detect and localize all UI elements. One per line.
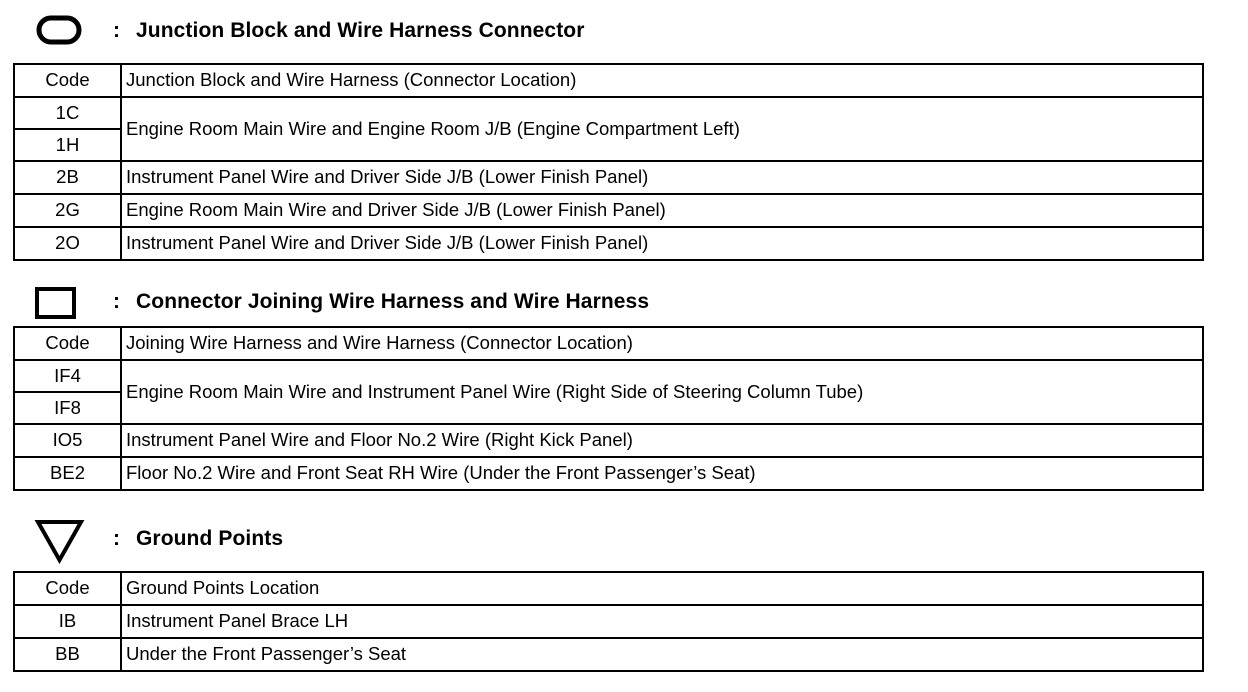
row-desc: Engine Room Main Wire and Instrument Panel Wire (Right Side of Steering Column Tube) (121, 360, 1203, 424)
row-desc: Instrument Panel Wire and Driver Side J/B (Lower Finish Panel) (121, 161, 1203, 194)
section-title: Junction Block and Wire Harness Connector (136, 19, 585, 42)
header-desc: Ground Points Location (121, 572, 1203, 605)
table-row (14, 161, 1203, 194)
section-heading-junction-block (0, 10, 1000, 50)
header-code: Code (14, 327, 121, 360)
section-title: Connector Joining Wire Harness and Wire Harness (136, 290, 650, 313)
table-row (14, 457, 1203, 490)
ground-points-table (13, 571, 1204, 672)
connector-joining-symbol-icon (33, 285, 79, 321)
row-code: 1C (14, 97, 121, 129)
table-row (14, 605, 1203, 638)
section-title: Ground Points (136, 527, 284, 550)
junction-block-table (13, 63, 1204, 261)
table-header-row (14, 327, 1203, 360)
table-row (14, 424, 1203, 457)
header-code: Code (14, 64, 121, 97)
header-code: Code (14, 572, 121, 605)
section-heading-ground-points (0, 518, 1000, 558)
table-row (14, 360, 1203, 392)
connector-joining-table (13, 326, 1204, 491)
row-code: IO5 (14, 424, 121, 457)
header-desc: Junction Block and Wire Harness (Connector Location) (121, 64, 1203, 97)
row-desc: Instrument Panel Wire and Floor No.2 Wire (Right Kick Panel) (121, 424, 1203, 457)
table-row (14, 194, 1203, 227)
header-desc: Joining Wire Harness and Wire Harness (Connector Location) (121, 327, 1203, 360)
section-heading-connector-joining (0, 281, 1000, 321)
junction-block-symbol-icon (36, 13, 84, 47)
section-colon: : (113, 527, 120, 550)
row-code: IF8 (14, 392, 121, 424)
table-row (14, 97, 1203, 129)
row-code: IF4 (14, 360, 121, 392)
row-code: 2O (14, 227, 121, 260)
row-code: 2G (14, 194, 121, 227)
ground-point-triangle-icon (34, 518, 86, 564)
row-code: 1H (14, 129, 121, 161)
row-desc: Engine Room Main Wire and Engine Room J/B (Engine Compartment Left) (121, 97, 1203, 161)
row-desc: Engine Room Main Wire and Driver Side J/B (Lower Finish Panel) (121, 194, 1203, 227)
section-colon: : (113, 19, 120, 42)
row-desc: Instrument Panel Brace LH (121, 605, 1203, 638)
row-code: IB (14, 605, 121, 638)
row-code: 2B (14, 161, 121, 194)
row-desc: Floor No.2 Wire and Front Seat RH Wire (Under the Front Passenger’s Seat) (121, 457, 1203, 490)
table-row (14, 638, 1203, 671)
row-desc: Instrument Panel Wire and Driver Side J/B (Lower Finish Panel) (121, 227, 1203, 260)
table-header-row (14, 572, 1203, 605)
row-desc: Under the Front Passenger’s Seat (121, 638, 1203, 671)
table-header-row (14, 64, 1203, 97)
row-code: BE2 (14, 457, 121, 490)
row-code: BB (14, 638, 121, 671)
section-colon: : (113, 290, 120, 313)
table-row (14, 227, 1203, 260)
